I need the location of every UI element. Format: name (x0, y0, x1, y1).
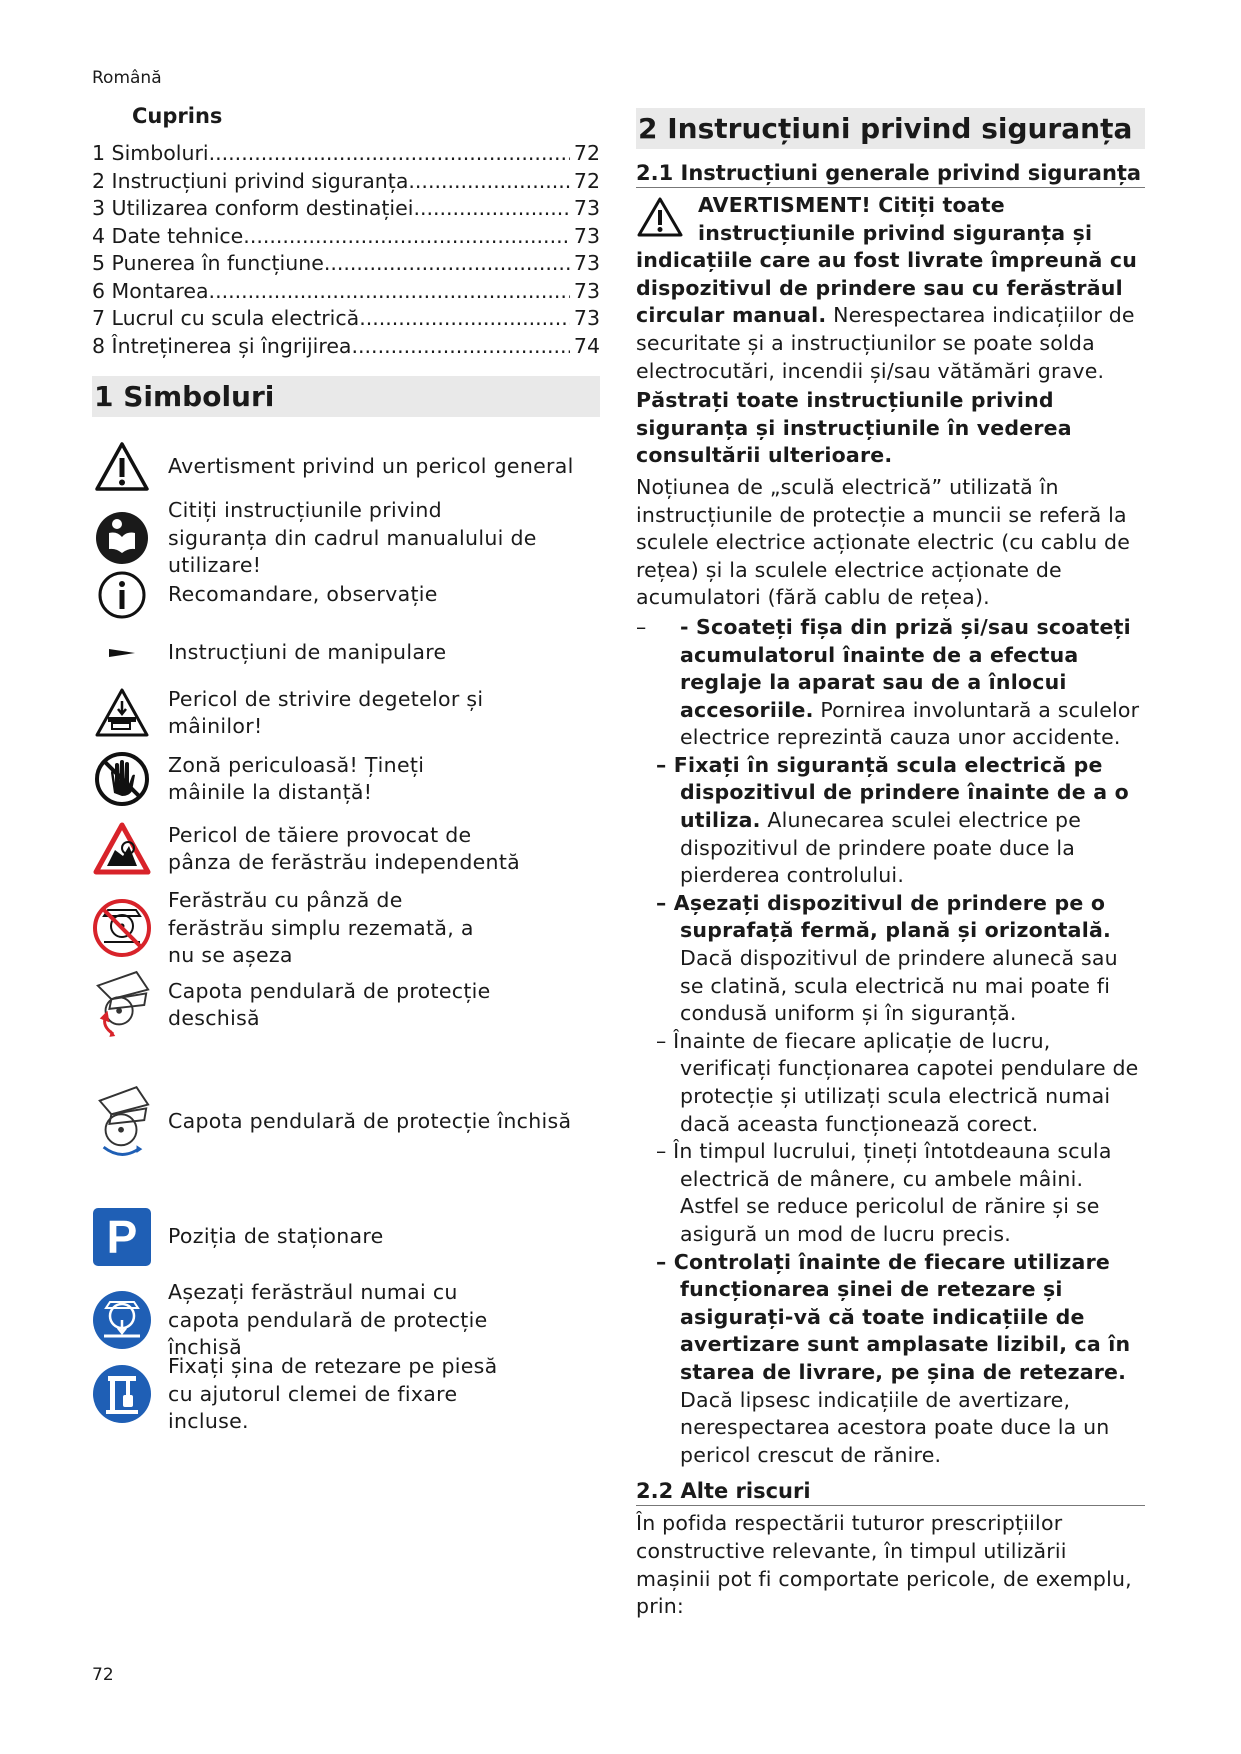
toc-entry[interactable]: 6 Montarea ..... 73 (92, 278, 600, 306)
warning-paragraph: AVERTISMENT! Citiți toate instrucțiunile privind siguranța și indicațiile care au fost livrate împreună cu dispozitivul de prindere sau cu ferăstrăul circular manual. Nerespectarea indicațiilor de securitate și a instrucțiunilor se poate solda electrocutări, incendii și/sau vătămări grave. (636, 193, 1138, 383)
symbol-row: Citiți instrucțiunile privind siguranța din cadrul manualului de utilizare! (92, 497, 538, 580)
symbol-row: Așezați ferăstrăul numai cu capota pendulară de protecție închisă (92, 1279, 508, 1362)
info-icon (92, 565, 152, 625)
language-label: Română (92, 68, 162, 88)
warning-triangle-icon (92, 437, 152, 497)
handling-arrow-icon (92, 623, 152, 683)
list-item: – Înainte de fiecare aplicație de lucru, verificați funcționarea capotei pendulare de protecție și utilizați scula electrică numai dacă aceasta funcționează corect. (656, 1028, 1139, 1136)
toc-entry[interactable]: 7 Lucrul cu scula electrică ..... 73 (92, 305, 600, 333)
symbols-list (92, 417, 600, 1437)
symbol-row: Instrucțiuni de manipulare (92, 623, 446, 683)
right-column (636, 108, 1145, 1621)
table-of-contents (92, 140, 600, 360)
toc-entry[interactable]: 3 Utilizarea conform destinației ..... 73 (92, 195, 600, 223)
toc-entry[interactable]: 4 Date tehnice ..... 73 (92, 223, 600, 251)
toc-entry[interactable]: 5 Punerea în funcțiune ..... 73 (92, 250, 600, 278)
place-saw-guard-closed-icon (92, 1290, 152, 1350)
toc-entry[interactable]: 2 Instrucțiuni privind siguranța ..... 72 (92, 168, 600, 196)
notion-paragraph: Noțiunea de „sculă electrică” utilizată în instrucțiunile de protecție a muncii se referă la sculele electrice acționate electric (cu cablu de rețea) și la sculele electrice acționate de acumulatori (fără cablu de rețea). (636, 474, 1131, 610)
symbol-row: Capota pendulară de protecție închisă (92, 1077, 571, 1167)
page-number: 72 (92, 1665, 114, 1685)
warning-triangle-icon (636, 196, 688, 242)
toc-title: Cuprins (132, 104, 223, 128)
subsection-heading-general: 2.1 Instrucțiuni generale privind siguranța (636, 161, 1145, 188)
subsection-heading-other-risks: 2.2 Alte riscuri (636, 1479, 1145, 1506)
symbol-row: Fixați șina de retezare pe piesă cu ajutorul clemei de fixare incluse. (92, 1353, 508, 1436)
list-item: – În timpul lucrului, țineți întotdeauna scula electrică de mânere, cu ambele mâini. Astfel se reduce pericolul de rănire și se asigură un mod de lucru precis. (656, 1139, 1112, 1246)
symbol-row: Recomandare, observație (92, 565, 438, 625)
symbol-row: Ferăstrău cu pânză de ferăstrău simplu rezemată, a nu se așeza (92, 887, 498, 970)
keep-instructions: Păstrați toate instrucțiunile privind siguranța și instrucțiunile în vederea consultării ulterioare. (636, 388, 1072, 468)
left-column (92, 104, 600, 1437)
symbol-row: P Poziția de staționare (92, 1207, 384, 1267)
symbol-row: Pericol de strivire degetelor și mâinilor! (92, 683, 508, 743)
finger-crush-icon (92, 683, 152, 743)
section-heading-symbols: 1 Simboluri (92, 376, 600, 417)
guard-closed-icon (92, 1077, 152, 1167)
blade-cut-hazard-icon (92, 819, 152, 879)
section-heading-safety: 2 Instrucțiuni privind siguranța (636, 108, 1145, 149)
list-item: – Fixați în siguranță scula electrică pe dispozitivul de prindere înainte de a o utiliza. Alunecarea sculei electrice pe dispozitivul de prindere poate duce la pierderea controlului. (656, 752, 1129, 888)
read-manual-icon (92, 508, 152, 568)
safety-list (636, 614, 1145, 1469)
toc-entry[interactable]: 8 Întreținerea și îngrijirea ..... 74 (92, 333, 600, 361)
symbol-row: Capota pendulară de protecție deschisă (92, 965, 498, 1045)
list-item: – Așezați dispozitivul de prindere pe o suprafață fermă, plană și orizontală. Dacă dispozitivul de prindere alunecă sau se clatină, scula electrică nu mai poate fi condusă uniform și în siguranță. (656, 890, 1118, 1026)
list-item: – - Scoateți fișa din priză și/sau scoateți acumulatorul înainte de a efectua reglaje la aparat sau de a înlocui accesoriile. Pornirea involuntară a sculelor electrice reprezintă cauza unor accidente. (636, 614, 1140, 750)
symbol-row: Zonă periculoasă! Țineți mâinile la distanță! (92, 749, 498, 809)
toc-entry[interactable]: 1 Simboluri ..... 72 (92, 140, 600, 168)
other-risks-paragraph: În pofida respectării tuturor prescripțiilor constructive relevante, în timpul utilizării mașinii pot fi comportate pericole, de exemplu, prin: (636, 1511, 1132, 1619)
list-item: – Controlați înainte de fiecare utilizare funcționarea șinei de retezare și asigurați-vă că toate indicațiile de avertizare sunt amplasate lizibil, ca în starea de livrare, pe șina de retezare. Dacă lipsesc indicațiile de avertizare, nerespectarea acestora poate duce la un pericol crescut de rănire. (656, 1249, 1131, 1467)
no-place-on-blade-icon (92, 898, 152, 958)
parking-position-icon: P (92, 1207, 152, 1267)
keep-hands-away-icon (92, 749, 152, 809)
symbol-row: Pericol de tăiere provocat de pânza de ferăstrău independentă (92, 819, 538, 879)
guard-open-icon (92, 965, 152, 1045)
clamp-rail-icon (92, 1364, 152, 1424)
symbol-row: Avertisment privind un pericol general (92, 437, 574, 497)
